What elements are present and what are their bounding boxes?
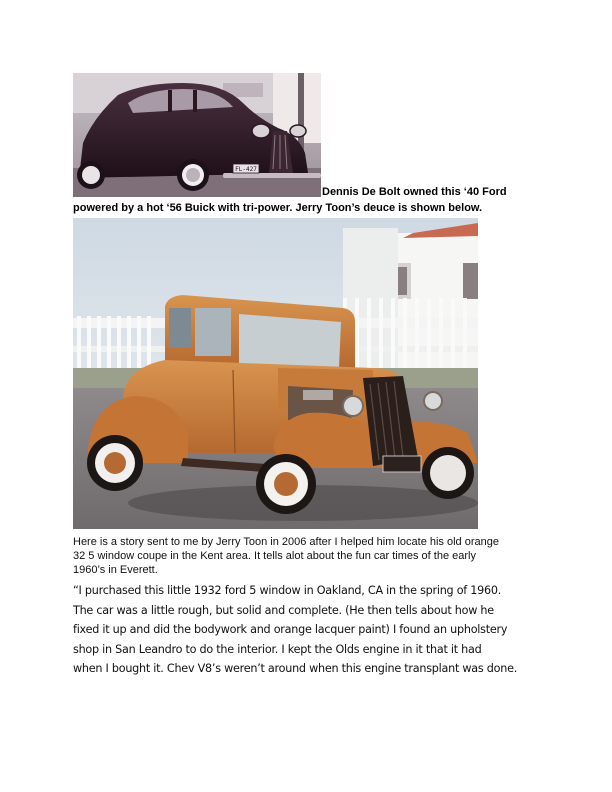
story-quote — [73, 581, 543, 679]
intro-line: 32 5 window coupe in the Kent area. It tells alot about the fun car times of the early — [73, 550, 476, 562]
story-line: The car was a little rough, but solid and complete. (He then tells about how he — [73, 603, 494, 617]
story-line: “I purchased this little 1932 ford 5 window in Oakland, CA in the spring of 1960. — [73, 584, 502, 597]
intro-line: Here is a story sent to me by Jerry Toon in 2006 after I helped him locate his old orange — [73, 536, 499, 548]
license-plate-text: FL-427 — [235, 166, 257, 173]
deuce-coupe-photo — [73, 218, 478, 529]
intro-paragraph — [73, 535, 543, 577]
deuce-coupe-image — [73, 218, 478, 529]
story-line: when I bought it. Chev V8’s weren’t around when this engine transplant was done. — [73, 662, 518, 675]
intro-line: 1960’s in Everett. — [73, 564, 158, 576]
ford-1940-photo — [73, 73, 321, 197]
caption-inline: Dennis De Bolt owned this ‘40 Ford — [322, 186, 507, 198]
story-line: shop in San Leandro to do the interior. I kept the Olds engine in it that it had — [73, 642, 482, 656]
ford-1940-image — [73, 73, 321, 197]
caption-second-line: powered by a hot ‘56 Buick with tri-power. Jerry Toon’s deuce is shown below. — [73, 202, 483, 214]
story-line: fixed it up and did the bodywork and orange lacquer paint) I found an upholstery — [73, 623, 508, 636]
